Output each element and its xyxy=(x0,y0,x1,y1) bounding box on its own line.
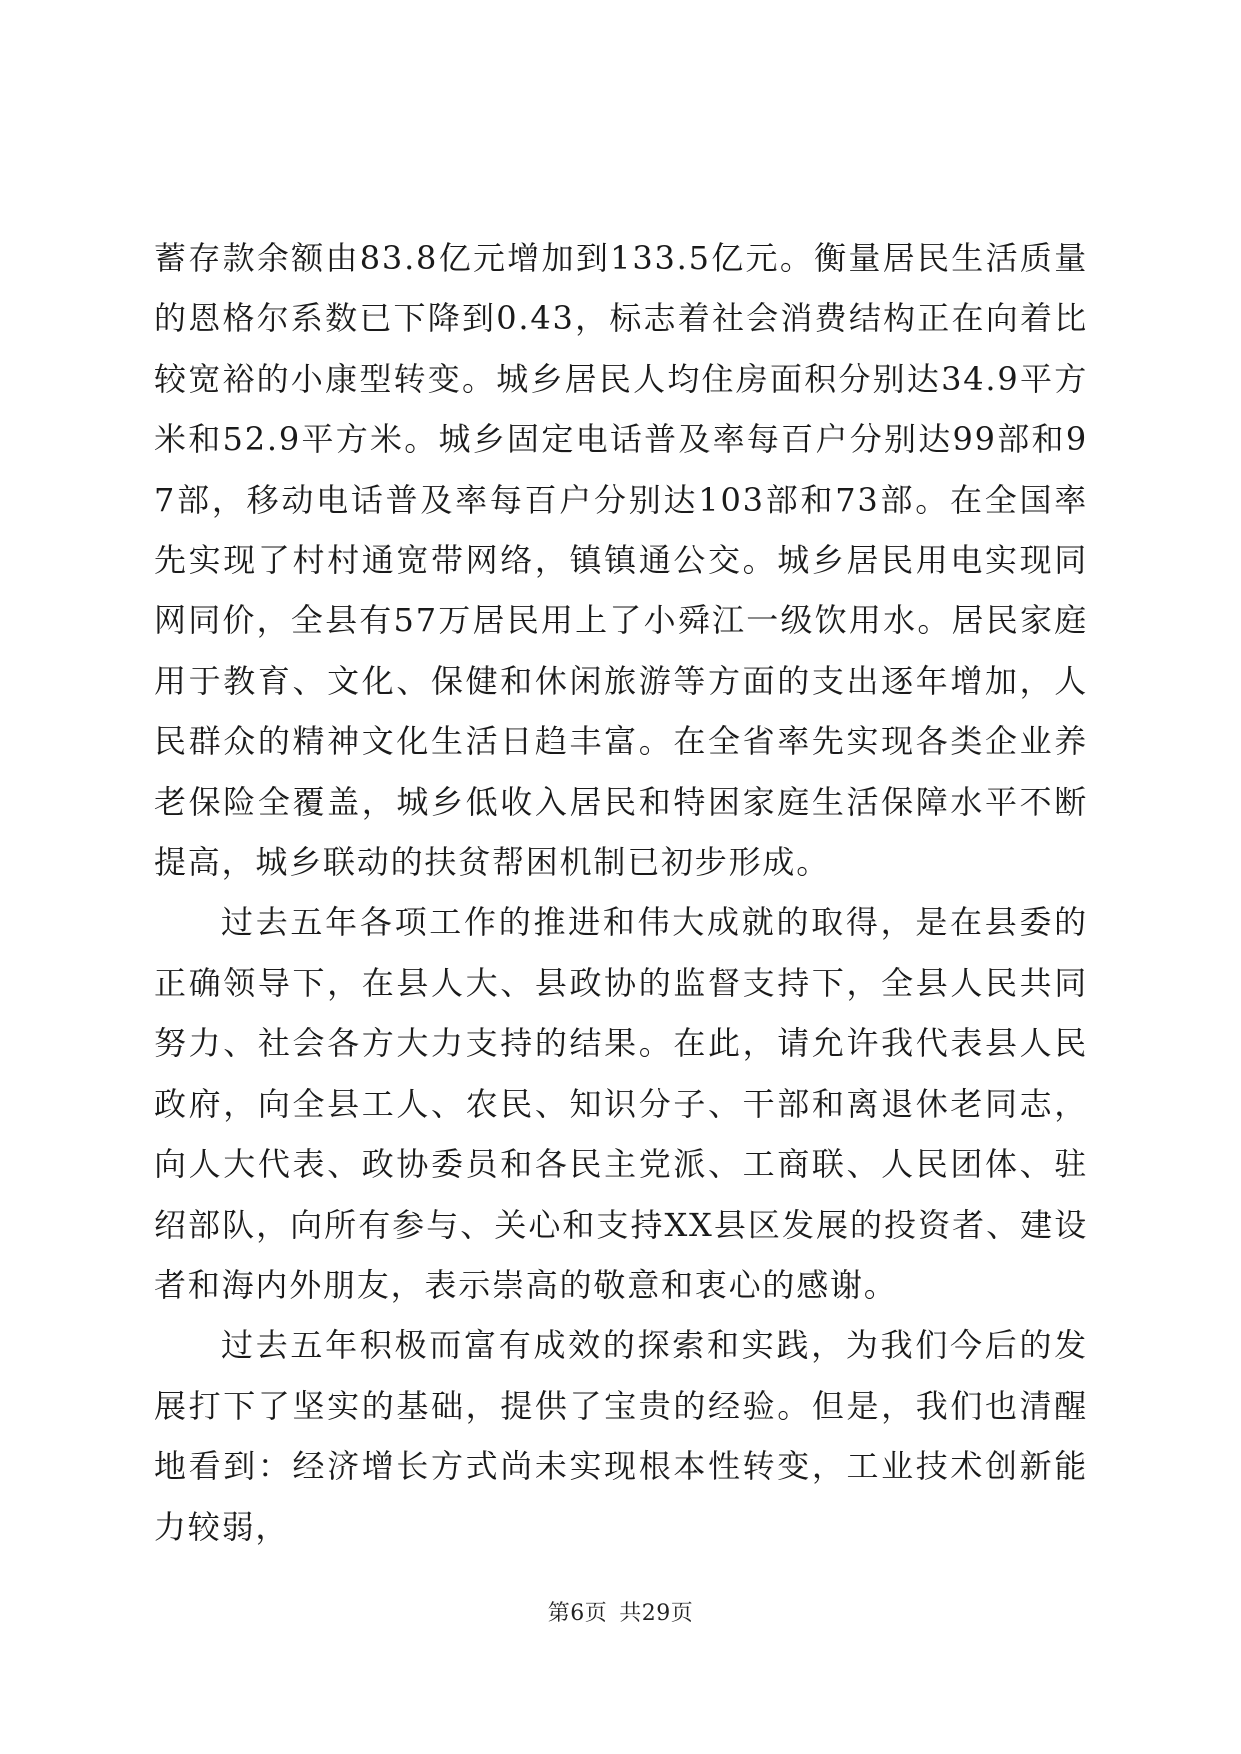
page-number-total: 共29页 xyxy=(619,1601,694,1626)
document-body xyxy=(154,228,1088,1557)
paragraph-3: 过去五年积极而富有成效的探索和实践，为我们今后的发展打下了坚实的基础，提供了宝贵的经验。但是，我们也清醒地看到：经济增长方式尚未实现根本性转变，工业技术创新能力较弱， xyxy=(154,1326,1088,1546)
paragraph-2: 过去五年各项工作的推进和伟大成就的取得，是在县委的正确领导下，在县人大、县政协的监督支持下，全县人民共同努力、社会各方大力支持的结果。在此，请允许我代表县人民政府，向全县工人、农民、知识分子、干部和离退休老同志，向人大代表、政协委员和各民主党派、工商联、人民团体、驻绍部队，向所有参与、关心和支持XX县区发展的投资者、建设者和海内外朋友，表示崇高的敬意和衷心的感谢。 xyxy=(154,903,1088,1304)
page-footer xyxy=(0,1596,1241,1627)
page-number-current: 第6页 xyxy=(547,1601,608,1626)
paragraph-1: 蓄存款余额由83.8亿元增加到133.5亿元。衡量居民生活质量的恩格尔系数已下降到0.43，标志着社会消费结构正在向着比较宽裕的小康型转变。城乡居民人均住房面积分别达34.9平方米和52.9平方米。城乡固定电话普及率每百户分别达99部和97部，移动电话普及率每百户分别达103部和73部。在全国率先实现了村村通宽带网络，镇镇通公交。城乡居民用电实现同网同价，全县有57万居民用上了小舜江一级饮用水。居民家庭用于教育、文化、保健和休闲旅游等方面的支出逐年增加，人民群众的精神文化生活日趋丰富。在全省率先实现各类企业养老保险全覆盖，城乡低收入居民和特困家庭生活保障水平不断提高，城乡联动的扶贫帮困机制已初步形成。 xyxy=(154,239,1088,882)
